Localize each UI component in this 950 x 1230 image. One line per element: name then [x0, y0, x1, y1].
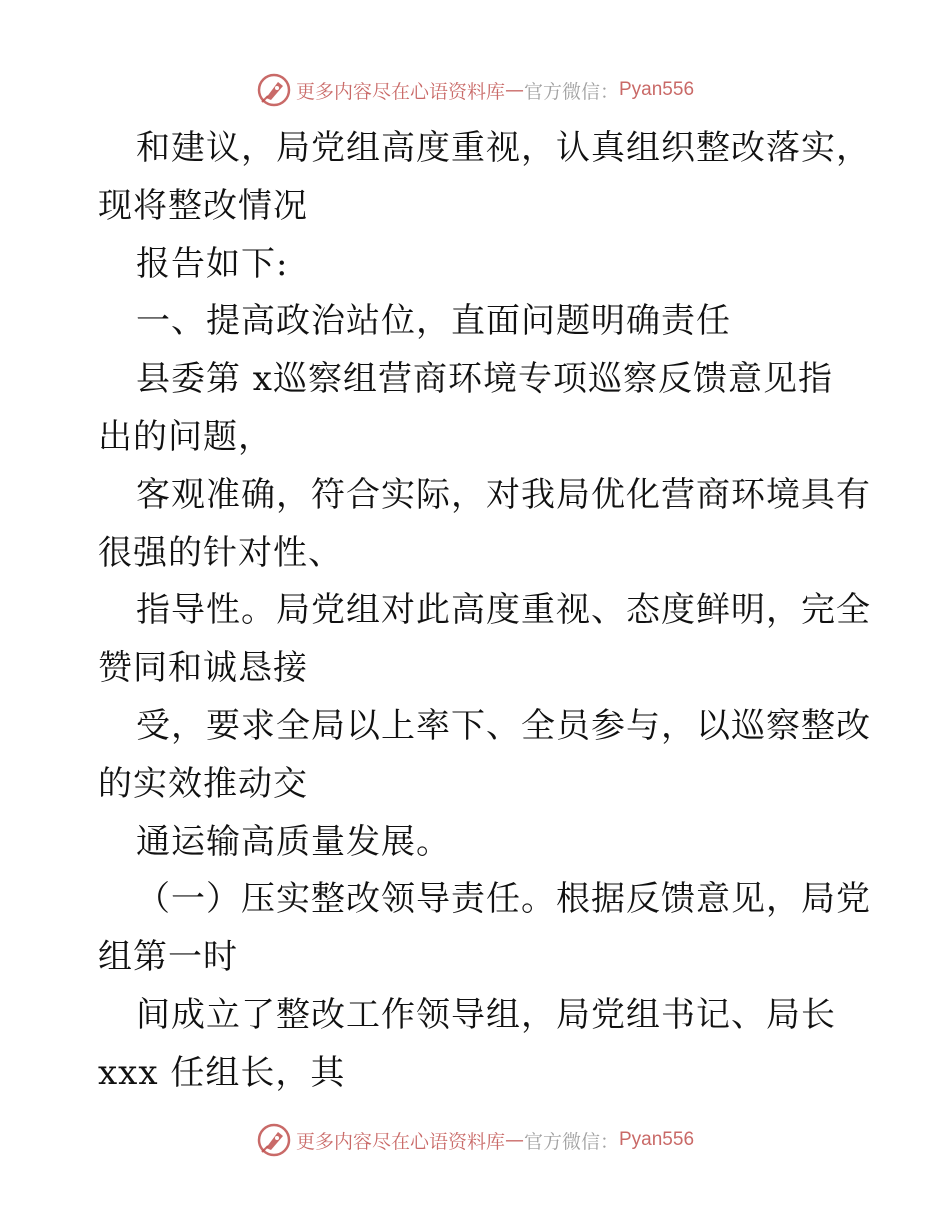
body-line: 很强的针对性、: [98, 532, 343, 573]
footer-watermark: [0, 1120, 950, 1160]
body-line: 和建议，局党组高度重视，认真组织整改落实，: [136, 128, 871, 168]
body-line: 指导性。局党组对此高度重视、态度鲜明，完全: [136, 590, 871, 631]
watermark-site-text: 更多内容尽在心语资料库: [295, 1130, 505, 1153]
watermark-wechat-id: Pyan556: [619, 1129, 695, 1150]
body-line: 出的问题，: [98, 416, 273, 457]
watermark-separator: —: [504, 1129, 524, 1151]
body-line: 通运输高质量发展。: [136, 821, 451, 862]
watermark-site-text: 更多内容尽在心语资料库: [295, 80, 505, 103]
body-line: xxx 任组长，其: [98, 1052, 346, 1093]
body-line: 现将整改情况: [98, 185, 308, 226]
pen-nib-logo-icon: [256, 1122, 292, 1158]
watermark-wechat-label: 官方微信：: [523, 1130, 619, 1153]
pen-nib-logo-icon: [256, 72, 292, 108]
body-line: 间成立了整改工作领导组，局党组书记、局长: [136, 994, 836, 1035]
body-line: 受，要求全局以上率下、全员参与，以巡察整改: [136, 705, 871, 746]
section-heading: 一、提高政治站位，直面问题明确责任: [136, 301, 731, 342]
body-line: 赞同和诚恳接: [98, 648, 308, 689]
watermark-separator: —: [504, 79, 524, 101]
document-body: [98, 120, 871, 1103]
watermark-wechat-id: Pyan556: [619, 79, 695, 100]
body-line: 报告如下:: [136, 243, 289, 284]
header-watermark: [0, 70, 950, 110]
watermark-wechat-label: 官方微信：: [523, 80, 619, 103]
subsection-heading: （一）压实整改领导责任。根据反馈意见，局党: [136, 879, 871, 920]
body-line: 的实效推动交: [98, 763, 308, 804]
body-line: 县委第 x巡察组营商环境专项巡察反馈意见指: [136, 359, 833, 400]
body-line: 客观准确，符合实际，对我局优化营商环境具有: [136, 474, 871, 515]
body-line: 组第一时: [98, 937, 238, 978]
